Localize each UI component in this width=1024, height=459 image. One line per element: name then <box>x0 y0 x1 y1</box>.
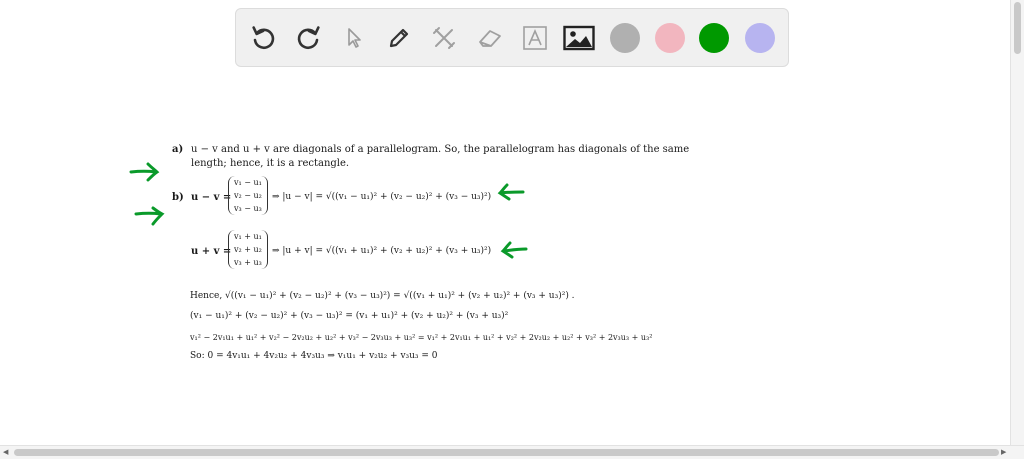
matrix-entry: v₁ − u₁ <box>234 178 262 187</box>
matrix-u-plus-v <box>228 230 268 269</box>
matrix-entry: v₁ + u₁ <box>234 232 262 241</box>
equation-line-3: v₁² − 2v₁u₁ + u₁² + v₂² − 2v₂u₂ + u₂² + v₃² − 2v₃u₃ + u₃² = v₁² + 2v₁u₁ + u₁² + v₂² + 2v₂u₂ + u₂² + v₃² + 2v₃u₃ + u₃² <box>190 333 653 342</box>
part-b-label: b) <box>172 192 184 203</box>
eq1-rhs: ⇒ |u − v| = √((v₁ − u₁)² + (v₂ − u₂)² + (v₃ − u₃)²) <box>272 192 492 202</box>
handwritten-arrow-left-icon <box>499 240 529 260</box>
scroll-left-icon[interactable]: ◀ <box>3 448 9 456</box>
matrix-entry: v₃ − u₃ <box>234 204 262 213</box>
vertical-scrollbar[interactable] <box>1010 0 1024 446</box>
handwritten-arrow-right-icon <box>133 205 167 227</box>
scroll-right-icon[interactable]: ▶ <box>1001 448 1007 456</box>
eq1-lhs: u − v = <box>191 192 232 203</box>
matrix-u-minus-v <box>228 176 268 215</box>
horizontal-scrollbar[interactable] <box>0 445 1024 459</box>
conclusion-line: So: 0 = 4v₁u₁ + 4v₂u₂ + 4v₃u₃ ⇒ v₁u₁ + v₂u₂ + v₃u₃ = 0 <box>190 351 438 361</box>
part-a-text-line1: u − v and u + v are diagonals of a parallelogram. So, the parallelogram has diagonals of the same <box>191 144 690 155</box>
eq2-lhs: u + v = <box>191 246 232 257</box>
vertical-scroll-thumb[interactable] <box>1014 2 1021 54</box>
handwritten-arrow-right-icon <box>128 160 162 182</box>
handwritten-arrow-left-icon <box>496 182 526 202</box>
matrix-entry: v₂ + u₂ <box>234 245 262 254</box>
part-a-label: a) <box>172 144 184 155</box>
horizontal-scroll-thumb[interactable] <box>14 449 999 456</box>
matrix-entry: v₂ − u₂ <box>234 191 262 200</box>
hence-line: Hence, √((v₁ − u₁)² + (v₂ − u₂)² + (v₃ − u₃)²) = √((v₁ + u₁)² + (v₂ + u₂)² + (v₃ + u₃)²) . <box>190 291 575 301</box>
equation-line-2: (v₁ − u₁)² + (v₂ − u₂)² + (v₃ − u₃)² = (v₁ + u₁)² + (v₂ + u₂)² + (v₃ + u₃)² <box>190 311 509 321</box>
matrix-entry: v₃ + u₃ <box>234 258 262 267</box>
part-a-text-line2: length; hence, it is a rectangle. <box>191 158 350 169</box>
eq2-rhs: ⇒ |u + v| = √((v₁ + u₁)² + (v₂ + u₂)² + (v₃ + u₃)²) <box>272 246 492 256</box>
